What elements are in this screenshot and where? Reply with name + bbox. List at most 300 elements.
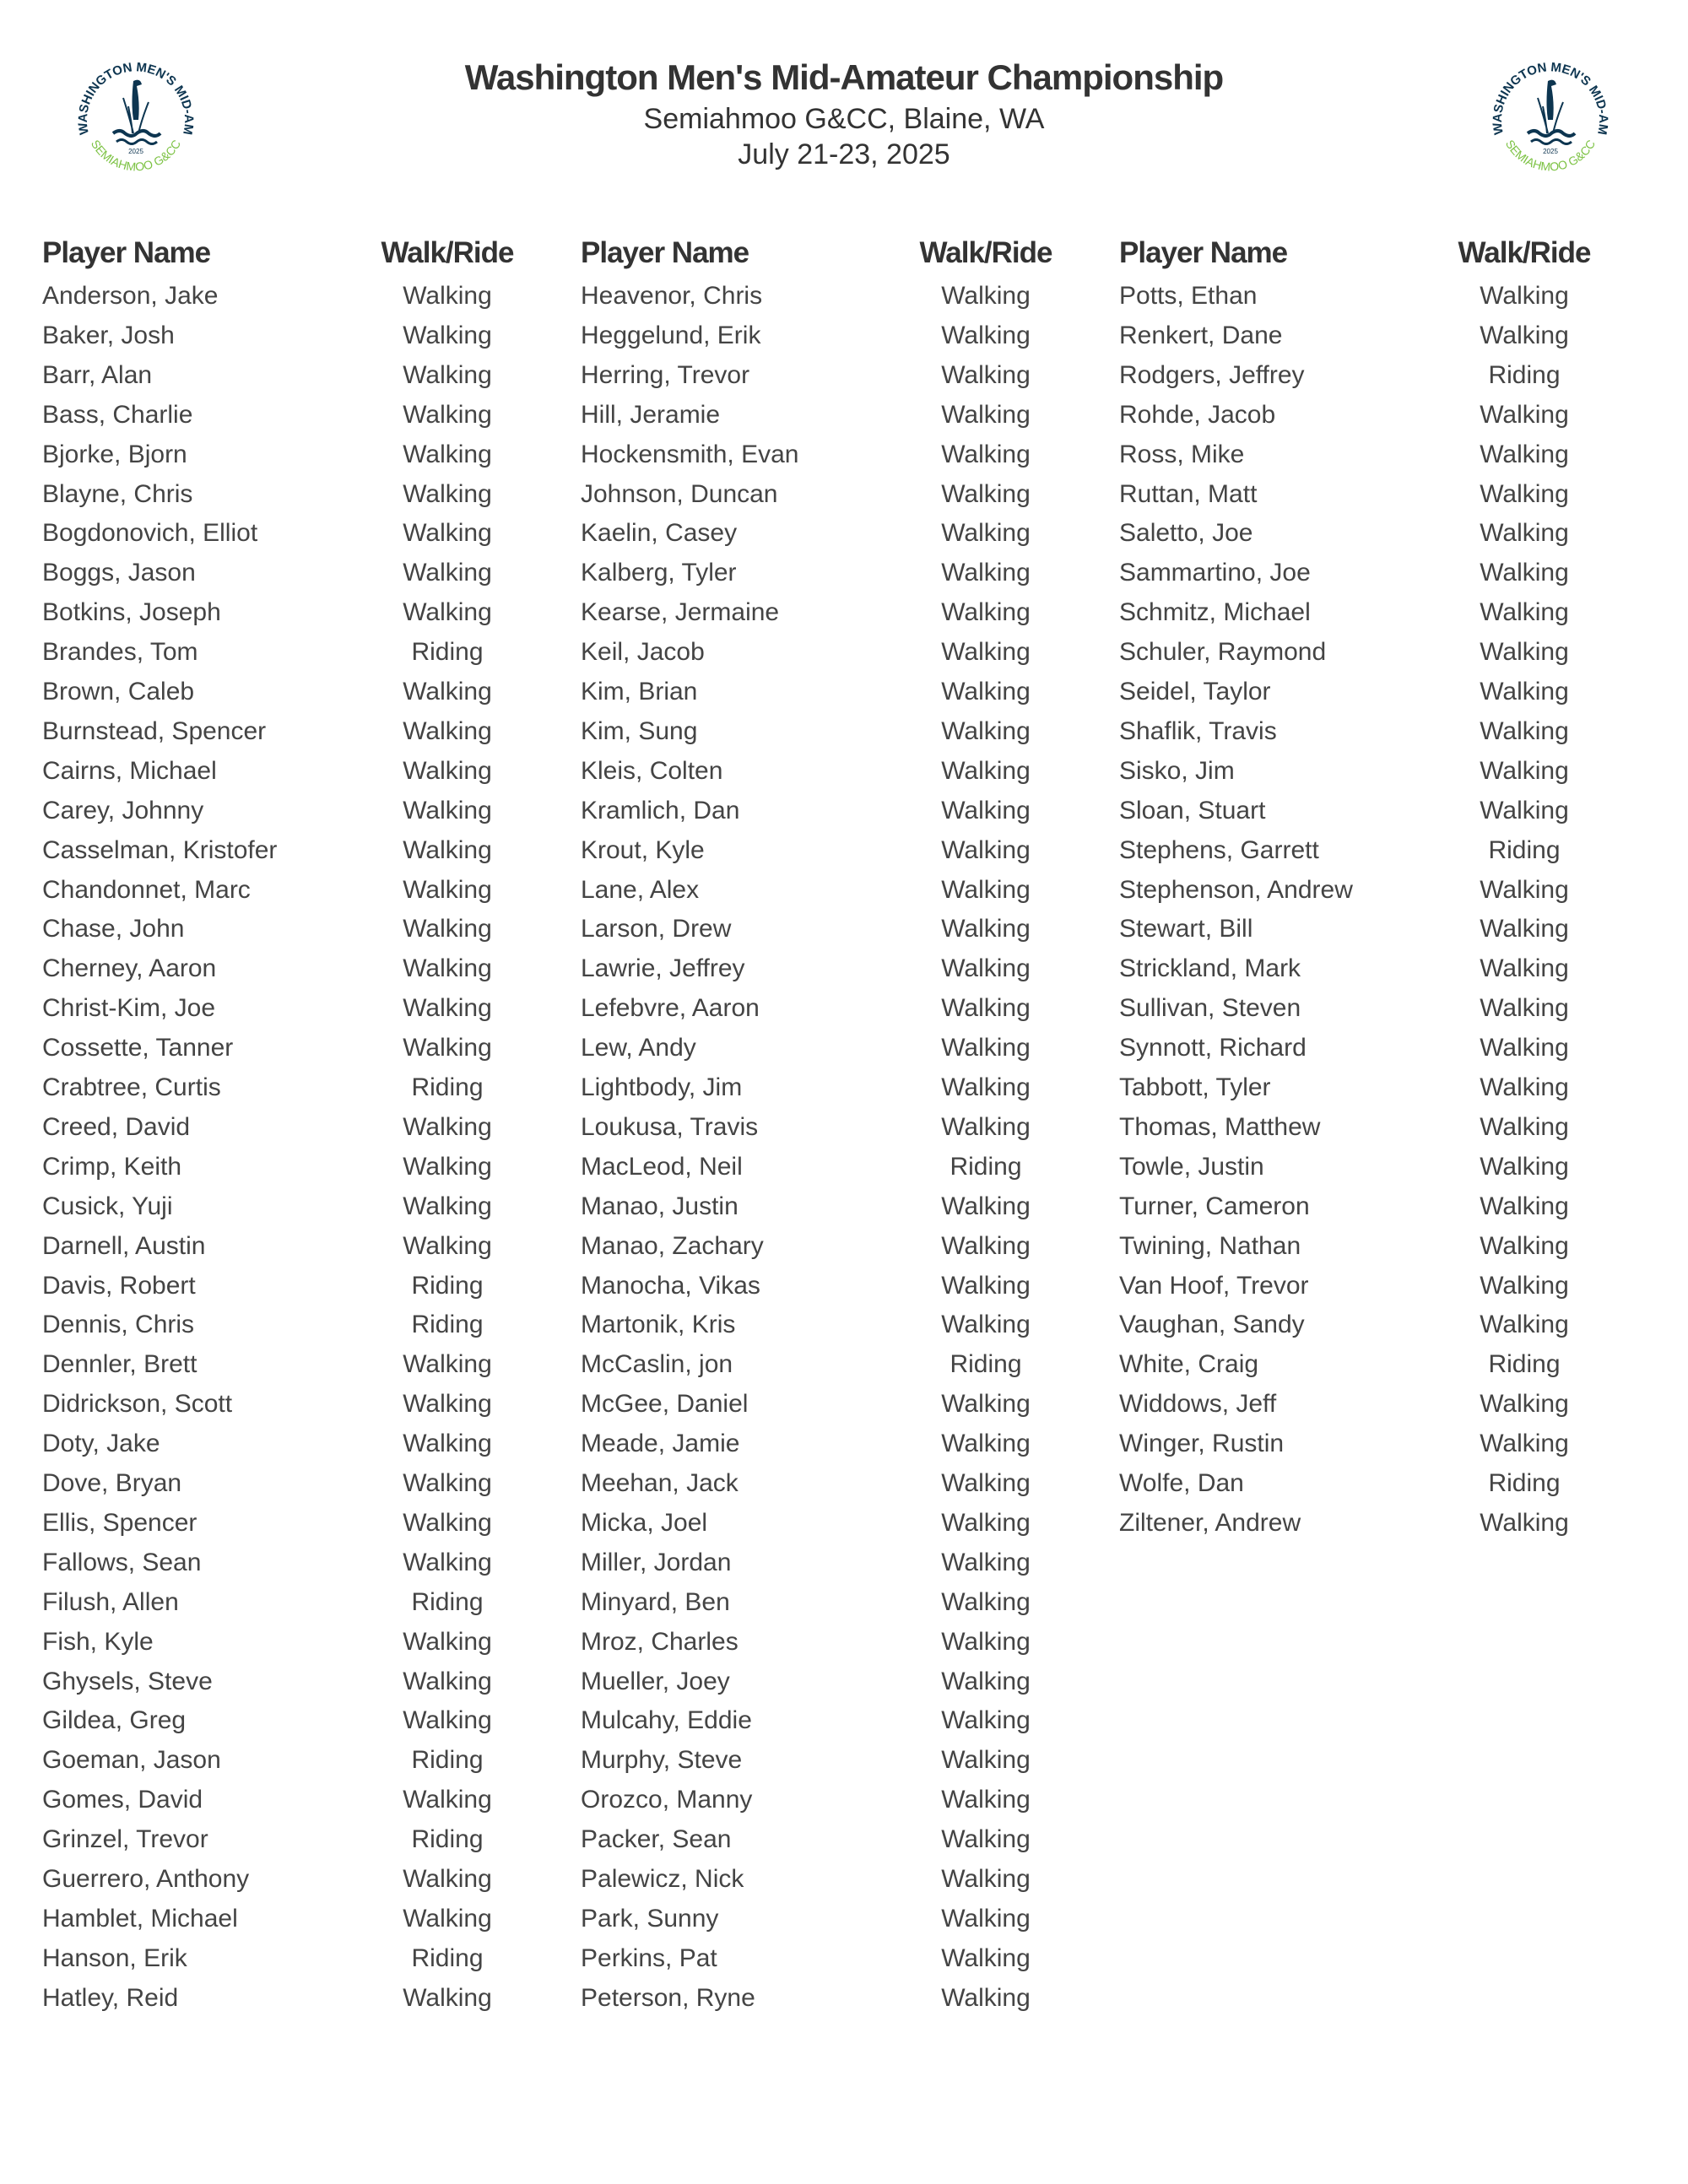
- player-name: Schuler, Raymond: [1119, 638, 1327, 667]
- player-name: Blayne, Chris: [42, 479, 193, 508]
- player-name: Sisko, Jim: [1119, 756, 1235, 785]
- walk-ride-status: Walking: [403, 1548, 492, 1576]
- table-row: [42, 474, 549, 514]
- walk-ride-status: Walking: [1480, 954, 1569, 983]
- table-row: [42, 711, 549, 751]
- table-row: [581, 513, 1087, 553]
- player-name: Ghysels, Steve: [42, 1667, 213, 1695]
- table-row: [1119, 751, 1626, 791]
- walk-ride-status: Walking: [403, 1390, 492, 1419]
- player-name: Lew, Andy: [581, 1034, 696, 1062]
- player-name: Johnson, Duncan: [581, 479, 778, 508]
- walk-ride-status: Riding: [411, 1943, 484, 1972]
- walk-ride-status: Walking: [1480, 994, 1569, 1023]
- table-row: [1119, 1463, 1626, 1503]
- table-row: [42, 553, 549, 592]
- walk-ride-status: Walking: [403, 796, 492, 824]
- player-name: Strickland, Mark: [1119, 954, 1301, 983]
- walk-ride-status: Walking: [403, 1786, 492, 1814]
- table-row: [581, 1622, 1087, 1662]
- player-name: Winger, Rustin: [1119, 1430, 1285, 1458]
- walk-ride-status: Walking: [941, 1865, 1031, 1893]
- player-name: Manao, Zachary: [581, 1231, 764, 1260]
- walk-ride-status: Walking: [1480, 756, 1569, 785]
- player-name: Schmitz, Michael: [1119, 598, 1311, 627]
- player-name: MacLeod, Neil: [581, 1152, 743, 1181]
- walk-ride-status: Walking: [403, 282, 492, 310]
- table-row: [1119, 672, 1626, 711]
- walk-ride-status: Walking: [941, 678, 1031, 705]
- table-row: [42, 1226, 549, 1266]
- walk-ride-status: Walking: [1480, 1034, 1569, 1062]
- column-header-walk-ride: Walk/Ride: [1458, 236, 1591, 269]
- table-row: [42, 751, 549, 791]
- walk-ride-status: Walking: [1480, 1152, 1569, 1181]
- player-name: Tabbott, Tyler: [1119, 1073, 1271, 1101]
- walk-ride-status: Walking: [941, 479, 1031, 508]
- table-row: [581, 1384, 1087, 1424]
- player-name: Bogdonovich, Elliot: [42, 519, 258, 548]
- table-row: [1119, 276, 1626, 316]
- table-row: [42, 1344, 549, 1384]
- table-row: [42, 1463, 549, 1503]
- table-row: [581, 751, 1087, 791]
- table-row: [42, 988, 549, 1028]
- player-name: Lefebvre, Aaron: [581, 994, 760, 1023]
- player-name: Hatley, Reid: [42, 1983, 179, 2012]
- walk-ride-status: Riding: [411, 1073, 484, 1101]
- player-name: Chandonnet, Marc: [42, 875, 251, 904]
- table-row: [1119, 1384, 1626, 1424]
- player-name: Kramlich, Dan: [581, 796, 740, 824]
- player-name: Twining, Nathan: [1119, 1231, 1301, 1260]
- table-row: [581, 1662, 1087, 1701]
- player-name: Kim, Sung: [581, 716, 698, 745]
- walk-ride-status: Walking: [941, 440, 1031, 468]
- table-row: [42, 1068, 549, 1107]
- player-name: Kaelin, Casey: [581, 519, 738, 548]
- table-row: [581, 1028, 1087, 1068]
- player-name: Martonik, Kris: [581, 1311, 736, 1339]
- column-header-walk-ride: Walk/Ride: [919, 236, 1052, 269]
- walk-ride-status: Walking: [941, 915, 1031, 943]
- walk-ride-status: Walking: [1480, 519, 1569, 548]
- player-name: Larson, Drew: [581, 915, 732, 943]
- table-row: [581, 988, 1087, 1028]
- player-name: Filush, Allen: [42, 1587, 179, 1616]
- player-name: Thomas, Matthew: [1119, 1112, 1321, 1141]
- table-row: [1119, 1187, 1626, 1226]
- walk-ride-status: Riding: [411, 1271, 484, 1300]
- table-row: [581, 1543, 1087, 1582]
- walk-ride-status: Walking: [1480, 1192, 1569, 1220]
- player-name: Kearse, Jermaine: [581, 598, 780, 627]
- table-row: [42, 1582, 549, 1622]
- table-row: [581, 1780, 1087, 1819]
- svg-text:WASHINGTON MEN'S MID-AM: WASHINGTON MEN'S MID-AM: [75, 60, 197, 136]
- player-name: Palewicz, Nick: [581, 1865, 744, 1893]
- player-name: Heggelund, Erik: [581, 321, 761, 349]
- walk-ride-status: Riding: [1488, 835, 1561, 864]
- table-row: [1119, 791, 1626, 830]
- player-name: Cusick, Yuji: [42, 1192, 173, 1220]
- table-row: [42, 1662, 549, 1701]
- player-name: Lawrie, Jeffrey: [581, 954, 745, 983]
- column-header-walk-ride: Walk/Ride: [381, 236, 514, 269]
- table-row: [1119, 355, 1626, 395]
- walk-ride-status: Walking: [941, 1983, 1031, 2012]
- player-name: Orozco, Manny: [581, 1786, 753, 1814]
- player-name: White, Craig: [1119, 1350, 1259, 1379]
- walk-ride-status: Walking: [1480, 559, 1569, 587]
- table-row: [42, 1424, 549, 1463]
- player-name: Meade, Jamie: [581, 1430, 740, 1458]
- table-row: [42, 1700, 549, 1740]
- column-header-player-name: Player Name: [42, 236, 211, 269]
- table-row: [581, 1978, 1087, 2018]
- walk-ride-status: Riding: [1488, 360, 1561, 389]
- player-name: Gildea, Greg: [42, 1706, 187, 1735]
- walk-ride-status: Walking: [1480, 1271, 1569, 1300]
- table-row: [1119, 1068, 1626, 1107]
- table-row: [1119, 1266, 1626, 1306]
- table-row: [581, 1859, 1087, 1899]
- player-name: Hill, Jeramie: [581, 400, 721, 429]
- player-name: Rodgers, Jeffrey: [1119, 360, 1305, 389]
- walk-ride-status: Walking: [941, 954, 1031, 983]
- player-name: Christ-Kim, Joe: [42, 994, 216, 1023]
- table-row: [581, 1266, 1087, 1306]
- walk-ride-status: Walking: [1480, 1073, 1569, 1101]
- player-name: Saletto, Joe: [1119, 519, 1253, 548]
- table-row: [581, 632, 1087, 672]
- walk-ride-status: Walking: [403, 1192, 492, 1220]
- walk-ride-status: Riding: [1488, 1469, 1561, 1497]
- walk-ride-status: Walking: [403, 519, 492, 548]
- table-row: [42, 1266, 549, 1306]
- player-name: Botkins, Joseph: [42, 598, 221, 627]
- walk-ride-status: Walking: [941, 994, 1031, 1023]
- walk-ride-status: Walking: [403, 1430, 492, 1458]
- walk-ride-status: Walking: [941, 1390, 1031, 1419]
- walk-ride-status: Walking: [941, 1231, 1031, 1260]
- walk-ride-status: Walking: [941, 1627, 1031, 1656]
- walk-ride-status: Walking: [403, 440, 492, 468]
- player-name: Fallows, Sean: [42, 1548, 202, 1576]
- walk-ride-status: Walking: [403, 1983, 492, 2012]
- player-name: Didrickson, Scott: [42, 1390, 233, 1419]
- player-name: Brandes, Tom: [42, 638, 198, 667]
- table-row: [42, 1978, 549, 2018]
- column-header-player-name: Player Name: [1119, 236, 1288, 269]
- player-name: Ziltener, Andrew: [1119, 1508, 1301, 1537]
- table-row: [581, 1740, 1087, 1780]
- table-row: [581, 870, 1087, 910]
- walk-ride-status: Walking: [1480, 915, 1569, 943]
- player-name: Mroz, Charles: [581, 1627, 738, 1656]
- player-name: Cherney, Aaron: [42, 954, 217, 983]
- player-name: Creed, David: [42, 1112, 191, 1141]
- dates: July 21-23, 2025: [738, 138, 950, 170]
- player-name: Boggs, Jason: [42, 559, 196, 587]
- player-name: Cairns, Michael: [42, 756, 217, 785]
- walk-ride-status: Walking: [941, 400, 1031, 429]
- table-row: [42, 395, 549, 435]
- player-name: Bass, Charlie: [42, 400, 193, 429]
- player-name: Ross, Mike: [1119, 440, 1245, 468]
- table-row: [1119, 711, 1626, 751]
- player-name: Crimp, Keith: [42, 1152, 182, 1181]
- player-name: Lightbody, Jim: [581, 1073, 743, 1101]
- player-name: Lane, Alex: [581, 875, 700, 904]
- walk-ride-status: Walking: [1480, 1311, 1569, 1339]
- walk-ride-status: Walking: [1480, 1231, 1569, 1260]
- table-row: [1119, 1503, 1626, 1543]
- player-name: Murphy, Steve: [581, 1746, 743, 1775]
- player-name: Dove, Bryan: [42, 1469, 182, 1497]
- player-name: Stephens, Garrett: [1119, 835, 1319, 864]
- table-row: [581, 1503, 1087, 1543]
- table-row: [1119, 1147, 1626, 1187]
- player-name: Guerrero, Anthony: [42, 1865, 250, 1893]
- table-row: [1119, 1028, 1626, 1068]
- walk-ride-status: Walking: [941, 1112, 1031, 1141]
- walk-ride-status: Walking: [403, 1034, 492, 1062]
- table-row: [42, 1187, 549, 1226]
- player-name: Potts, Ethan: [1119, 282, 1258, 310]
- walk-ride-status: Walking: [941, 1825, 1031, 1854]
- table-row: [42, 1819, 549, 1859]
- walk-ride-status: Walking: [403, 875, 492, 904]
- player-name: Vaughan, Sandy: [1119, 1311, 1305, 1339]
- table-row: [581, 1938, 1087, 1978]
- walk-ride-status: Walking: [941, 756, 1031, 785]
- walk-ride-status: Walking: [941, 321, 1031, 349]
- walk-ride-status: Walking: [403, 1508, 492, 1537]
- player-name: Minyard, Ben: [581, 1587, 730, 1616]
- walk-ride-status: Riding: [1488, 1350, 1561, 1379]
- walk-ride-status: Walking: [941, 1587, 1031, 1616]
- table-row: [1119, 1344, 1626, 1384]
- table-row: [581, 949, 1087, 988]
- table-row: [1119, 632, 1626, 672]
- table-row: [1119, 592, 1626, 632]
- walk-ride-status: Walking: [1480, 440, 1569, 468]
- player-name: Peterson, Ryne: [581, 1983, 755, 2012]
- table-row: [42, 1147, 549, 1187]
- walk-ride-status: Walking: [1480, 716, 1569, 745]
- walk-ride-status: Walking: [403, 1231, 492, 1260]
- table-row: [42, 1938, 549, 1978]
- table-row: [42, 1780, 549, 1819]
- walk-ride-status: Walking: [941, 1943, 1031, 1972]
- player-name: Chase, John: [42, 915, 185, 943]
- walk-ride-status: Walking: [941, 282, 1031, 310]
- walk-ride-status: Walking: [1480, 1508, 1569, 1537]
- player-name: Brown, Caleb: [42, 678, 195, 705]
- table-row: [1119, 1424, 1626, 1463]
- walk-ride-status: Walking: [941, 1706, 1031, 1735]
- player-name: Burnstead, Spencer: [42, 716, 267, 745]
- walk-ride-status: Walking: [941, 1904, 1031, 1933]
- table-row: [1119, 474, 1626, 514]
- table-row: [42, 1028, 549, 1068]
- player-name: Rohde, Jacob: [1119, 400, 1276, 429]
- walk-ride-status: Walking: [403, 479, 492, 508]
- player-name: Renkert, Dane: [1119, 321, 1283, 349]
- walk-ride-status: Walking: [403, 756, 492, 785]
- walk-ride-status: Walking: [941, 1786, 1031, 1814]
- player-name: Packer, Sean: [581, 1825, 732, 1854]
- player-name: Fish, Kyle: [42, 1627, 154, 1656]
- table-row: [581, 1107, 1087, 1147]
- player-name: Stephenson, Andrew: [1119, 875, 1353, 904]
- page-title: Washington Men's Mid-Amateur Championship: [464, 57, 1224, 97]
- walk-ride-status: Walking: [403, 1706, 492, 1735]
- table-row: [581, 1463, 1087, 1503]
- walk-ride-status: Walking: [403, 1904, 492, 1933]
- walk-ride-status: Walking: [403, 559, 492, 587]
- table-row: [581, 474, 1087, 514]
- walk-ride-status: Walking: [941, 1667, 1031, 1695]
- walk-ride-status: Walking: [941, 598, 1031, 627]
- walk-ride-status: Riding: [411, 1746, 484, 1775]
- table-row: [1119, 870, 1626, 910]
- walk-ride-status: Walking: [403, 716, 492, 745]
- player-name: Dennis, Chris: [42, 1311, 195, 1339]
- table-row: [581, 791, 1087, 830]
- table-row: [42, 513, 549, 553]
- player-name: Synnott, Richard: [1119, 1034, 1307, 1062]
- player-name: Hanson, Erik: [42, 1943, 187, 1972]
- player-name: Goeman, Jason: [42, 1746, 221, 1775]
- walk-ride-status: Walking: [941, 1311, 1031, 1339]
- player-name: Hamblet, Michael: [42, 1904, 238, 1933]
- player-name: Kalberg, Tyler: [581, 559, 737, 587]
- walk-ride-status: Walking: [403, 678, 492, 705]
- table-row: [581, 395, 1087, 435]
- player-name: Loukusa, Travis: [581, 1112, 759, 1141]
- table-row: [581, 1147, 1087, 1187]
- table-row: [1119, 316, 1626, 355]
- player-name: Keil, Jacob: [581, 638, 705, 667]
- player-name: Shaflik, Travis: [1119, 716, 1277, 745]
- table-row: [1119, 1305, 1626, 1344]
- walk-ride-status: Walking: [403, 400, 492, 429]
- svg-text:WASHINGTON MEN'S MID-AM: WASHINGTON MEN'S MID-AM: [1490, 60, 1611, 136]
- table-row: [1119, 513, 1626, 553]
- walk-ride-status: Walking: [403, 954, 492, 983]
- player-name: Crabtree, Curtis: [42, 1073, 221, 1101]
- player-name: Seidel, Taylor: [1119, 678, 1271, 705]
- table-row: [42, 1305, 549, 1344]
- table-row: [42, 276, 549, 316]
- table-row: [42, 1107, 549, 1147]
- player-name: Micka, Joel: [581, 1508, 708, 1537]
- walk-ride-status: Walking: [941, 796, 1031, 824]
- table-row: [581, 355, 1087, 395]
- player-name: Perkins, Pat: [581, 1943, 717, 1972]
- table-row: [581, 909, 1087, 949]
- table-row: [581, 592, 1087, 632]
- walk-ride-status: Walking: [403, 1667, 492, 1695]
- table-row: [1119, 949, 1626, 988]
- walk-ride-status: Walking: [403, 598, 492, 627]
- player-name: Ruttan, Matt: [1119, 479, 1258, 508]
- table-row: [581, 830, 1087, 870]
- walk-ride-status: Walking: [941, 1430, 1031, 1458]
- table-row: [42, 1859, 549, 1899]
- player-name: Kleis, Colten: [581, 756, 723, 785]
- walk-ride-status: Walking: [941, 1548, 1031, 1576]
- table-row: [42, 791, 549, 830]
- player-name: Towle, Justin: [1119, 1152, 1264, 1181]
- walk-ride-status: Riding: [950, 1152, 1022, 1181]
- table-row: [1119, 395, 1626, 435]
- table-row: [1119, 830, 1626, 870]
- walk-ride-status: Walking: [941, 835, 1031, 864]
- svg-text:SEMIAHMOO G&CC: SEMIAHMOO G&CC: [88, 137, 184, 174]
- column-header-player-name: Player Name: [581, 236, 749, 269]
- player-name: Barr, Alan: [42, 360, 153, 389]
- svg-text:SEMIAHMOO G&CC: SEMIAHMOO G&CC: [1502, 137, 1599, 174]
- walk-ride-status: Walking: [941, 1469, 1031, 1497]
- table-row: [42, 435, 549, 474]
- table-row: [42, 1543, 549, 1582]
- player-name: Wolfe, Dan: [1119, 1469, 1244, 1497]
- table-row: [42, 870, 549, 910]
- walk-ride-status: Walking: [403, 915, 492, 943]
- walk-ride-status: Riding: [411, 1311, 484, 1339]
- table-row: [42, 1899, 549, 1938]
- table-row: [42, 632, 549, 672]
- table-row: [42, 830, 549, 870]
- walk-ride-status: Walking: [403, 360, 492, 389]
- table-row: [42, 355, 549, 395]
- walk-ride-status: Walking: [941, 1192, 1031, 1220]
- player-name: Casselman, Kristofer: [42, 835, 278, 864]
- walk-ride-status: Walking: [1480, 875, 1569, 904]
- walk-ride-status: Walking: [941, 1746, 1031, 1775]
- walk-ride-status: Walking: [1480, 678, 1569, 705]
- walk-ride-status: Walking: [941, 1271, 1031, 1300]
- walk-ride-status: Walking: [403, 994, 492, 1023]
- walk-ride-status: Riding: [411, 638, 484, 667]
- walk-ride-status: Walking: [941, 875, 1031, 904]
- player-name: Van Hoof, Trevor: [1119, 1271, 1309, 1300]
- player-name: McCaslin, jon: [581, 1350, 733, 1379]
- player-name: Gomes, David: [42, 1786, 203, 1814]
- player-name: Meehan, Jack: [581, 1469, 738, 1497]
- walk-ride-status: Walking: [403, 1865, 492, 1893]
- player-name: Manocha, Vikas: [581, 1271, 760, 1300]
- player-name: Ellis, Spencer: [42, 1508, 197, 1537]
- player-name: Mueller, Joey: [581, 1667, 730, 1695]
- walk-ride-status: Walking: [941, 360, 1031, 389]
- player-name: Krout, Kyle: [581, 835, 705, 864]
- walk-ride-status: Walking: [941, 1508, 1031, 1537]
- player-name: Carey, Johnny: [42, 796, 204, 824]
- walk-ride-status: Walking: [1480, 1390, 1569, 1419]
- player-name: Heavenor, Chris: [581, 282, 763, 310]
- table-row: [42, 592, 549, 632]
- table-row: [581, 1899, 1087, 1938]
- table-row: [42, 1384, 549, 1424]
- venue: Semiahmoo G&CC, Blaine, WA: [643, 103, 1045, 135]
- walk-ride-status: Walking: [1480, 282, 1569, 310]
- table-row: [42, 909, 549, 949]
- player-name: Kim, Brian: [581, 678, 698, 705]
